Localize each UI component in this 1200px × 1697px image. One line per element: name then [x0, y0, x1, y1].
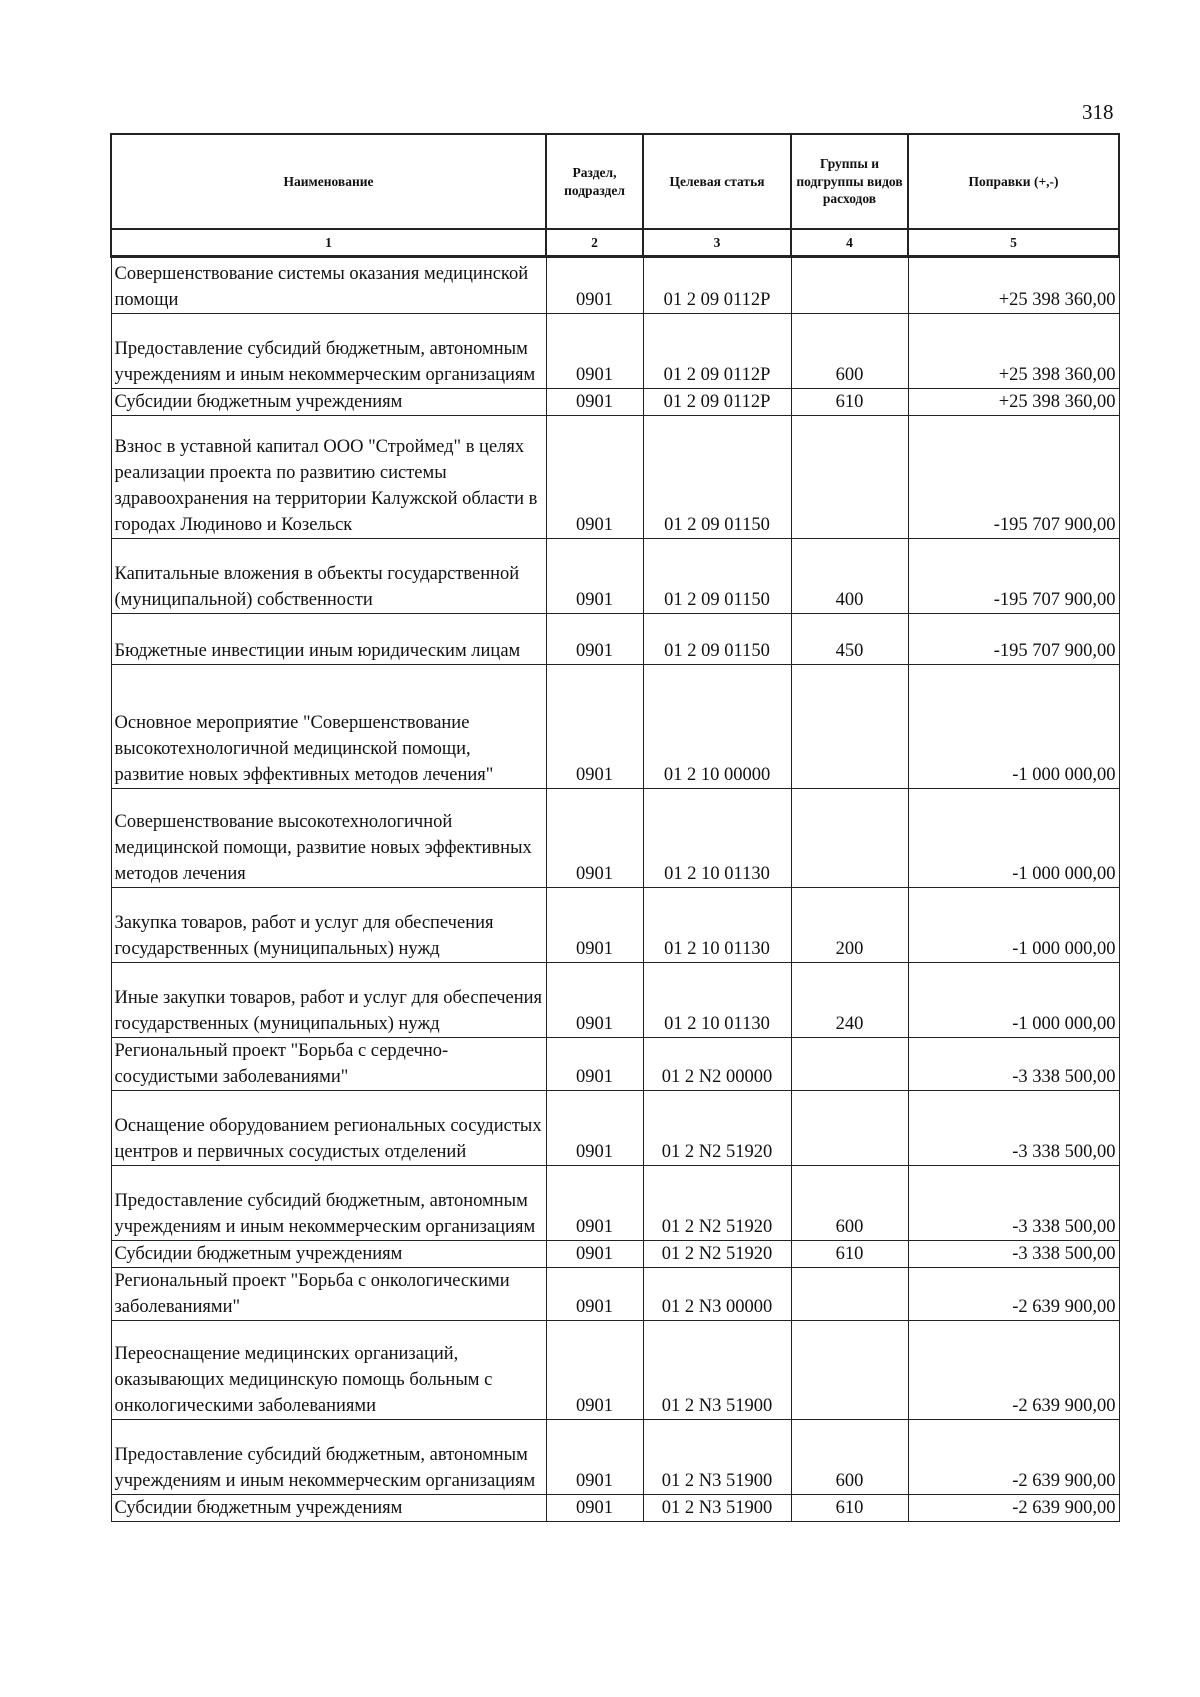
- cell-article-text: 01 2 09 0112Р: [663, 392, 771, 412]
- cell-amount: [908, 539, 1119, 614]
- cell-name: [111, 888, 546, 963]
- cell-amount: [908, 257, 1119, 314]
- cell-amount-text: -3 338 500,00: [1012, 1217, 1116, 1237]
- cell-section-text: 0901: [576, 1498, 613, 1518]
- cell-article: [643, 888, 791, 963]
- cell-article-text: 01 2 10 01130: [664, 864, 770, 884]
- cell-section: [546, 539, 643, 614]
- cell-article: [643, 963, 791, 1038]
- cell-article: [643, 1420, 791, 1495]
- cell-group-text: 600: [835, 1471, 864, 1491]
- cell-name: [111, 1091, 546, 1166]
- table-row: [111, 1495, 1119, 1522]
- cell-article-text: 01 2 10 01130: [664, 1014, 770, 1034]
- cell-article-text: 01 2 N2 51920: [661, 1244, 773, 1264]
- cell-group: [791, 1038, 908, 1091]
- cell-section: [546, 314, 643, 389]
- column-number-5: 5: [908, 229, 1119, 257]
- cell-article: [643, 416, 791, 539]
- cell-section-text: 0901: [576, 1396, 613, 1416]
- budget-amendments-table: [110, 133, 1120, 1522]
- cell-group: [791, 539, 908, 614]
- cell-name-text: Капитальные вложения в объекты государственной (муниципальной) собственности: [114, 564, 520, 610]
- cell-name-text: Предоставление субсидий бюджетным, автономным учреждениям и иным некоммерческим организациям: [114, 1191, 536, 1237]
- cell-article-text: 01 2 N3 00000: [661, 1297, 773, 1317]
- cell-amount-text: -1 000 000,00: [1012, 864, 1116, 884]
- cell-article-text: 01 2 09 01150: [664, 515, 770, 535]
- page-number: 318: [1082, 100, 1114, 124]
- table-row: [111, 665, 1119, 789]
- cell-article: [643, 614, 791, 665]
- cell-name: [111, 1495, 546, 1522]
- cell-article-text: 01 2 N2 51920: [661, 1142, 773, 1162]
- cell-article: [643, 257, 791, 314]
- cell-name-text: Переоснащение медицинских организаций, оказывающих медицинскую помощь больным с онкологическими заболеваниями: [114, 1344, 493, 1416]
- cell-article-text: 01 2 09 0112Р: [663, 365, 771, 385]
- cell-section-text: 0901: [576, 290, 613, 310]
- cell-amount-text: -1 000 000,00: [1012, 765, 1116, 785]
- cell-amount: [908, 416, 1119, 539]
- cell-name: [111, 1420, 546, 1495]
- cell-name-text: Региональный проект "Борьба с сердечно-сосудистыми заболеваниями": [114, 1041, 449, 1087]
- cell-section: [546, 1091, 643, 1166]
- cell-name: [111, 416, 546, 539]
- cell-article-text: 01 2 N3 51900: [661, 1396, 773, 1416]
- cell-amount: [908, 1166, 1119, 1241]
- cell-name: [111, 389, 546, 416]
- cell-article-text: 01 2 09 01150: [664, 641, 770, 661]
- cell-amount: [908, 963, 1119, 1038]
- cell-article: [643, 314, 791, 389]
- cell-amount-text: -1 000 000,00: [1012, 1014, 1116, 1034]
- cell-article: [643, 1495, 791, 1522]
- cell-amount: [908, 888, 1119, 963]
- table-row: [111, 416, 1119, 539]
- cell-group: [791, 257, 908, 314]
- cell-name-text: Оснащение оборудованием региональных сосудистых центров и первичных сосудистых отделений: [114, 1116, 542, 1162]
- cell-name: [111, 789, 546, 888]
- cell-name: [111, 314, 546, 389]
- cell-article-text: 01 2 N2 00000: [661, 1067, 773, 1087]
- cell-name: [111, 1268, 546, 1321]
- table-row: [111, 888, 1119, 963]
- cell-name: [111, 1241, 546, 1268]
- cell-group-text: 200: [835, 939, 864, 959]
- header-amount: Поправки (+,-): [908, 134, 1119, 229]
- cell-section: [546, 1495, 643, 1522]
- cell-group: [791, 963, 908, 1038]
- cell-group-text: 610: [835, 1244, 864, 1264]
- cell-section-text: 0901: [576, 1244, 613, 1264]
- cell-group: [791, 789, 908, 888]
- cell-section: [546, 1420, 643, 1495]
- cell-group: [791, 1420, 908, 1495]
- cell-amount-text: +25 398 360,00: [998, 392, 1116, 412]
- cell-name-text: Предоставление субсидий бюджетным, автономным учреждениям и иным некоммерческим организациям: [114, 339, 536, 385]
- cell-group: [791, 665, 908, 789]
- cell-name-text: Бюджетные инвестиции иным юридическим лицам: [114, 641, 521, 661]
- cell-section: [546, 1321, 643, 1420]
- header-section: Раздел, подраздел: [546, 134, 643, 229]
- cell-article: [643, 1321, 791, 1420]
- cell-name: [111, 1321, 546, 1420]
- cell-name-text: Взнос в уставной капитал ООО "Строймед" в целях реализации проекта по развитию системы здравоохранения на территории Калужской области в городах Людиново и Козельск: [114, 437, 538, 535]
- cell-group: [791, 389, 908, 416]
- table-row: [111, 1268, 1119, 1321]
- column-number-4: 4: [791, 229, 908, 257]
- cell-section-text: 0901: [576, 1217, 613, 1237]
- cell-amount-text: +25 398 360,00: [998, 290, 1116, 310]
- cell-section-text: 0901: [576, 515, 613, 535]
- cell-section: [546, 963, 643, 1038]
- cell-amount: [908, 665, 1119, 789]
- cell-section: [546, 614, 643, 665]
- cell-section: [546, 257, 643, 314]
- cell-name: [111, 614, 546, 665]
- cell-article: [643, 1166, 791, 1241]
- cell-section-text: 0901: [576, 641, 613, 661]
- cell-amount-text: -195 707 900,00: [993, 515, 1116, 535]
- cell-article: [643, 665, 791, 789]
- cell-article: [643, 539, 791, 614]
- cell-article: [643, 1091, 791, 1166]
- cell-group-text: 400: [835, 590, 864, 610]
- column-number-1: 1: [111, 229, 546, 257]
- cell-section-text: 0901: [576, 392, 613, 412]
- cell-amount: [908, 1420, 1119, 1495]
- cell-article-text: 01 2 09 01150: [664, 590, 770, 610]
- cell-section-text: 0901: [576, 1014, 613, 1034]
- cell-group: [791, 1166, 908, 1241]
- header-name: Наименование: [111, 134, 546, 229]
- cell-amount-text: -3 338 500,00: [1012, 1244, 1116, 1264]
- cell-amount-text: -2 639 900,00: [1012, 1471, 1116, 1491]
- cell-amount: [908, 1038, 1119, 1091]
- cell-amount: [908, 1321, 1119, 1420]
- cell-amount: [908, 1241, 1119, 1268]
- table-body: [111, 257, 1119, 1522]
- table-header-row: [111, 134, 1119, 229]
- cell-group-text: 600: [835, 1217, 864, 1237]
- cell-group: [791, 1091, 908, 1166]
- cell-amount: [908, 389, 1119, 416]
- cell-article: [643, 789, 791, 888]
- table-row: [111, 1241, 1119, 1268]
- cell-name-text: Региональный проект "Борьба с онкологическими заболеваниями": [114, 1271, 510, 1317]
- cell-section: [546, 665, 643, 789]
- cell-amount-text: -2 639 900,00: [1012, 1297, 1116, 1317]
- cell-amount: [908, 614, 1119, 665]
- cell-section-text: 0901: [576, 1067, 613, 1087]
- cell-name: [111, 963, 546, 1038]
- cell-group: [791, 888, 908, 963]
- cell-section-text: 0901: [576, 365, 613, 385]
- cell-group: [791, 1241, 908, 1268]
- column-number-2: 2: [546, 229, 643, 257]
- table-row: [111, 1038, 1119, 1091]
- cell-group: [791, 614, 908, 665]
- cell-section: [546, 1038, 643, 1091]
- column-number-3: 3: [643, 229, 791, 257]
- cell-group: [791, 314, 908, 389]
- cell-section: [546, 1268, 643, 1321]
- cell-group-text: 610: [835, 1498, 864, 1518]
- cell-name: [111, 1166, 546, 1241]
- cell-name-text: Предоставление субсидий бюджетным, автономным учреждениям и иным некоммерческим организациям: [114, 1445, 536, 1491]
- table-row: [111, 1321, 1119, 1420]
- cell-article: [643, 1268, 791, 1321]
- cell-name-text: Субсидии бюджетным учреждениям: [114, 1498, 403, 1518]
- cell-name-text: Совершенствование системы оказания медицинской помощи: [114, 264, 529, 310]
- table-row: [111, 789, 1119, 888]
- cell-amount: [908, 789, 1119, 888]
- cell-group: [791, 1268, 908, 1321]
- cell-amount-text: -3 338 500,00: [1012, 1142, 1116, 1162]
- cell-section: [546, 1166, 643, 1241]
- cell-name-text: Субсидии бюджетным учреждениям: [114, 392, 403, 412]
- cell-section: [546, 416, 643, 539]
- cell-article-text: 01 2 10 00000: [663, 765, 771, 785]
- cell-article-text: 01 2 09 0112Р: [663, 290, 771, 310]
- cell-amount: [908, 1091, 1119, 1166]
- cell-amount-text: -195 707 900,00: [993, 590, 1116, 610]
- cell-name-text: Закупка товаров, работ и услуг для обеспечения государственных (муниципальных) нужд: [114, 913, 494, 959]
- cell-group-text: 450: [835, 641, 864, 661]
- header-group: Группы и подгруппы видов расходов: [791, 134, 908, 229]
- cell-amount-text: -3 338 500,00: [1012, 1067, 1116, 1087]
- cell-section-text: 0901: [576, 939, 613, 959]
- cell-amount-text: -2 639 900,00: [1012, 1498, 1116, 1518]
- cell-section: [546, 1241, 643, 1268]
- cell-amount-text: +25 398 360,00: [998, 365, 1116, 385]
- cell-amount: [908, 1495, 1119, 1522]
- cell-article: [643, 1038, 791, 1091]
- cell-name: [111, 539, 546, 614]
- cell-group: [791, 1321, 908, 1420]
- cell-amount-text: -195 707 900,00: [993, 641, 1116, 661]
- cell-section: [546, 888, 643, 963]
- cell-article-text: 01 2 N2 51920: [661, 1217, 773, 1237]
- cell-article-text: 01 2 N3 51900: [661, 1471, 773, 1491]
- table-row: [111, 1420, 1119, 1495]
- cell-article-text: 01 2 N3 51900: [661, 1498, 773, 1518]
- table-row: [111, 963, 1119, 1038]
- cell-name: [111, 1038, 546, 1091]
- cell-section-text: 0901: [576, 765, 613, 785]
- header-article: Целевая статья: [643, 134, 791, 229]
- column-number-row: [111, 229, 1119, 257]
- cell-group: [791, 1495, 908, 1522]
- cell-amount: [908, 314, 1119, 389]
- cell-group-text: 240: [835, 1014, 864, 1034]
- cell-section: [546, 789, 643, 888]
- cell-section-text: 0901: [576, 1297, 613, 1317]
- cell-name-text: Совершенствование высокотехнологичной медицинской помощи, развитие новых эффективных методов лечения: [114, 812, 532, 884]
- cell-name-text: Субсидии бюджетным учреждениям: [114, 1244, 403, 1264]
- cell-amount-text: -2 639 900,00: [1012, 1396, 1116, 1416]
- table-row: [111, 539, 1119, 614]
- cell-amount-text: -1 000 000,00: [1012, 939, 1116, 959]
- table-row: [111, 257, 1119, 314]
- table-row: [111, 1166, 1119, 1241]
- table-row: [111, 614, 1119, 665]
- cell-article: [643, 389, 791, 416]
- cell-article: [643, 1241, 791, 1268]
- cell-group: [791, 416, 908, 539]
- cell-name: [111, 257, 546, 314]
- cell-name-text: Основное мероприятие "Совершенствование высокотехнологичной медицинской помощи, развитие новых эффективных методов лечения": [114, 713, 494, 785]
- cell-amount: [908, 1268, 1119, 1321]
- cell-article-text: 01 2 10 01130: [664, 939, 770, 959]
- table-row: [111, 314, 1119, 389]
- table-row: [111, 389, 1119, 416]
- cell-name-text: Иные закупки товаров, работ и услуг для обеспечения государственных (муниципальных) нужд: [114, 988, 543, 1034]
- table-row: [111, 1091, 1119, 1166]
- cell-section-text: 0901: [576, 590, 613, 610]
- cell-group-text: 600: [835, 365, 864, 385]
- cell-section-text: 0901: [576, 1471, 613, 1491]
- cell-section-text: 0901: [576, 1142, 613, 1162]
- cell-group-text: 610: [835, 392, 864, 412]
- cell-name: [111, 665, 546, 789]
- cell-section-text: 0901: [576, 864, 613, 884]
- cell-section: [546, 389, 643, 416]
